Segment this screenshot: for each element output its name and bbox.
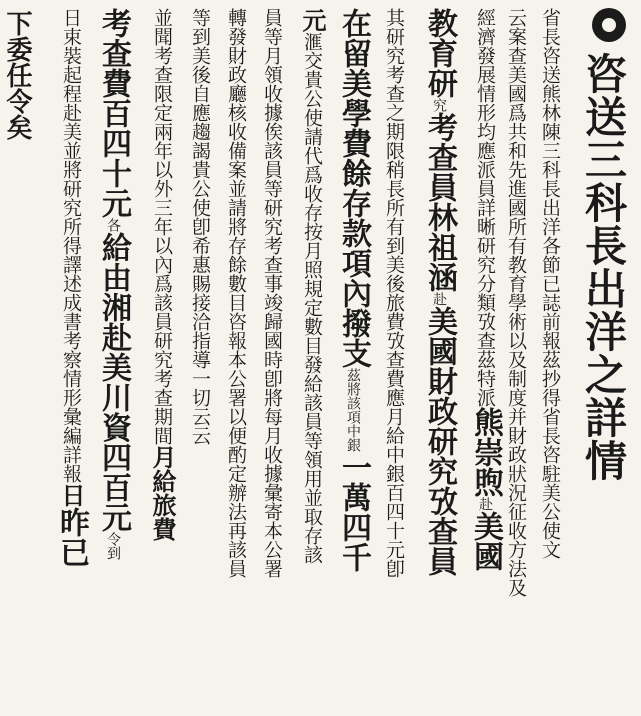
text-segment: 美國財政研究攷查員 xyxy=(422,306,457,576)
text-segment: 茲將該項中銀 xyxy=(345,368,361,452)
text-segment: 教育研 xyxy=(422,8,457,98)
text-segment: 昨已 xyxy=(54,507,89,567)
text-segment: 云案查美國爲共和先進國所有教育學術以及制度并財政狀況征收方法及 xyxy=(505,8,527,597)
article-headline: 咨送三科長出洋之詳情 xyxy=(579,52,628,482)
text-segment: 其研究考查之期限稍長所有到美後旅費攷查費應月給中銀百四十元卽 xyxy=(383,8,405,578)
text-column xyxy=(298,8,327,564)
text-segment: 轉發財政廳核收備案並請將存餘數目咨報本公署以便酌定辦法再該員 xyxy=(225,8,247,578)
text-segment: 元 xyxy=(298,8,327,32)
text-segment: 究 xyxy=(431,98,447,112)
text-column xyxy=(468,8,503,571)
text-column xyxy=(262,8,281,578)
text-segment: 百四十元 xyxy=(96,98,131,218)
text-segment: 員等月領收據俟該員等研究考查事竣歸國時卽將每月收據彙寄本公署 xyxy=(261,8,283,578)
text-column xyxy=(226,8,245,578)
text-segment: 赴 xyxy=(477,497,493,511)
text-segment: 赴 xyxy=(431,292,447,306)
text-column xyxy=(540,8,559,559)
text-segment: 等到美後自應趨謁貴公使卽希惠賜接洽指導一切云云 xyxy=(189,8,211,445)
text-segment: 滙交貴公使請代爲收存按月照規定數目發給該員等領用並取存該 xyxy=(301,32,323,564)
text-segment: 日束裝起程赴美並將研究所得譯述成書考察情形彙編詳報 xyxy=(60,8,82,483)
article-footer: 下委任令矣 xyxy=(2,10,32,140)
text-column xyxy=(54,8,89,567)
text-segment: 經濟發展情形均應派員詳晰研究分類攷查茲特派 xyxy=(474,8,496,407)
text-column xyxy=(190,8,209,445)
text-segment: 熊崇煦 xyxy=(468,407,503,497)
bullet-icon xyxy=(592,8,626,42)
text-column xyxy=(422,8,457,576)
text-column xyxy=(148,8,177,541)
text-segment: 省長咨送熊林陳三科長出洋各節已誌前報茲抄得省長咨駐美公使文 xyxy=(539,8,561,559)
text-column xyxy=(506,8,525,597)
text-column xyxy=(96,8,131,560)
text-segment: 月給 xyxy=(148,445,177,493)
text-segment: 各 xyxy=(105,218,121,232)
text-segment: 美國 xyxy=(468,511,503,571)
text-segment: 日 xyxy=(57,483,86,507)
text-segment: 令到 xyxy=(105,532,121,560)
text-segment: 考查費 xyxy=(96,8,131,98)
text-column xyxy=(336,8,371,572)
text-segment: 給由湘赴美川資四百元 xyxy=(96,232,131,532)
text-segment: 旅費 xyxy=(148,493,177,541)
text-segment: 考查員林祖涵 xyxy=(422,112,457,292)
text-segment: 一萬四千 xyxy=(336,452,371,572)
text-segment: 在留美學費餘存款項內撥支 xyxy=(336,8,371,368)
text-segment: 並聞考查限定兩年以外三年以內爲該員研究考查期間 xyxy=(151,8,173,445)
text-column xyxy=(384,8,403,578)
